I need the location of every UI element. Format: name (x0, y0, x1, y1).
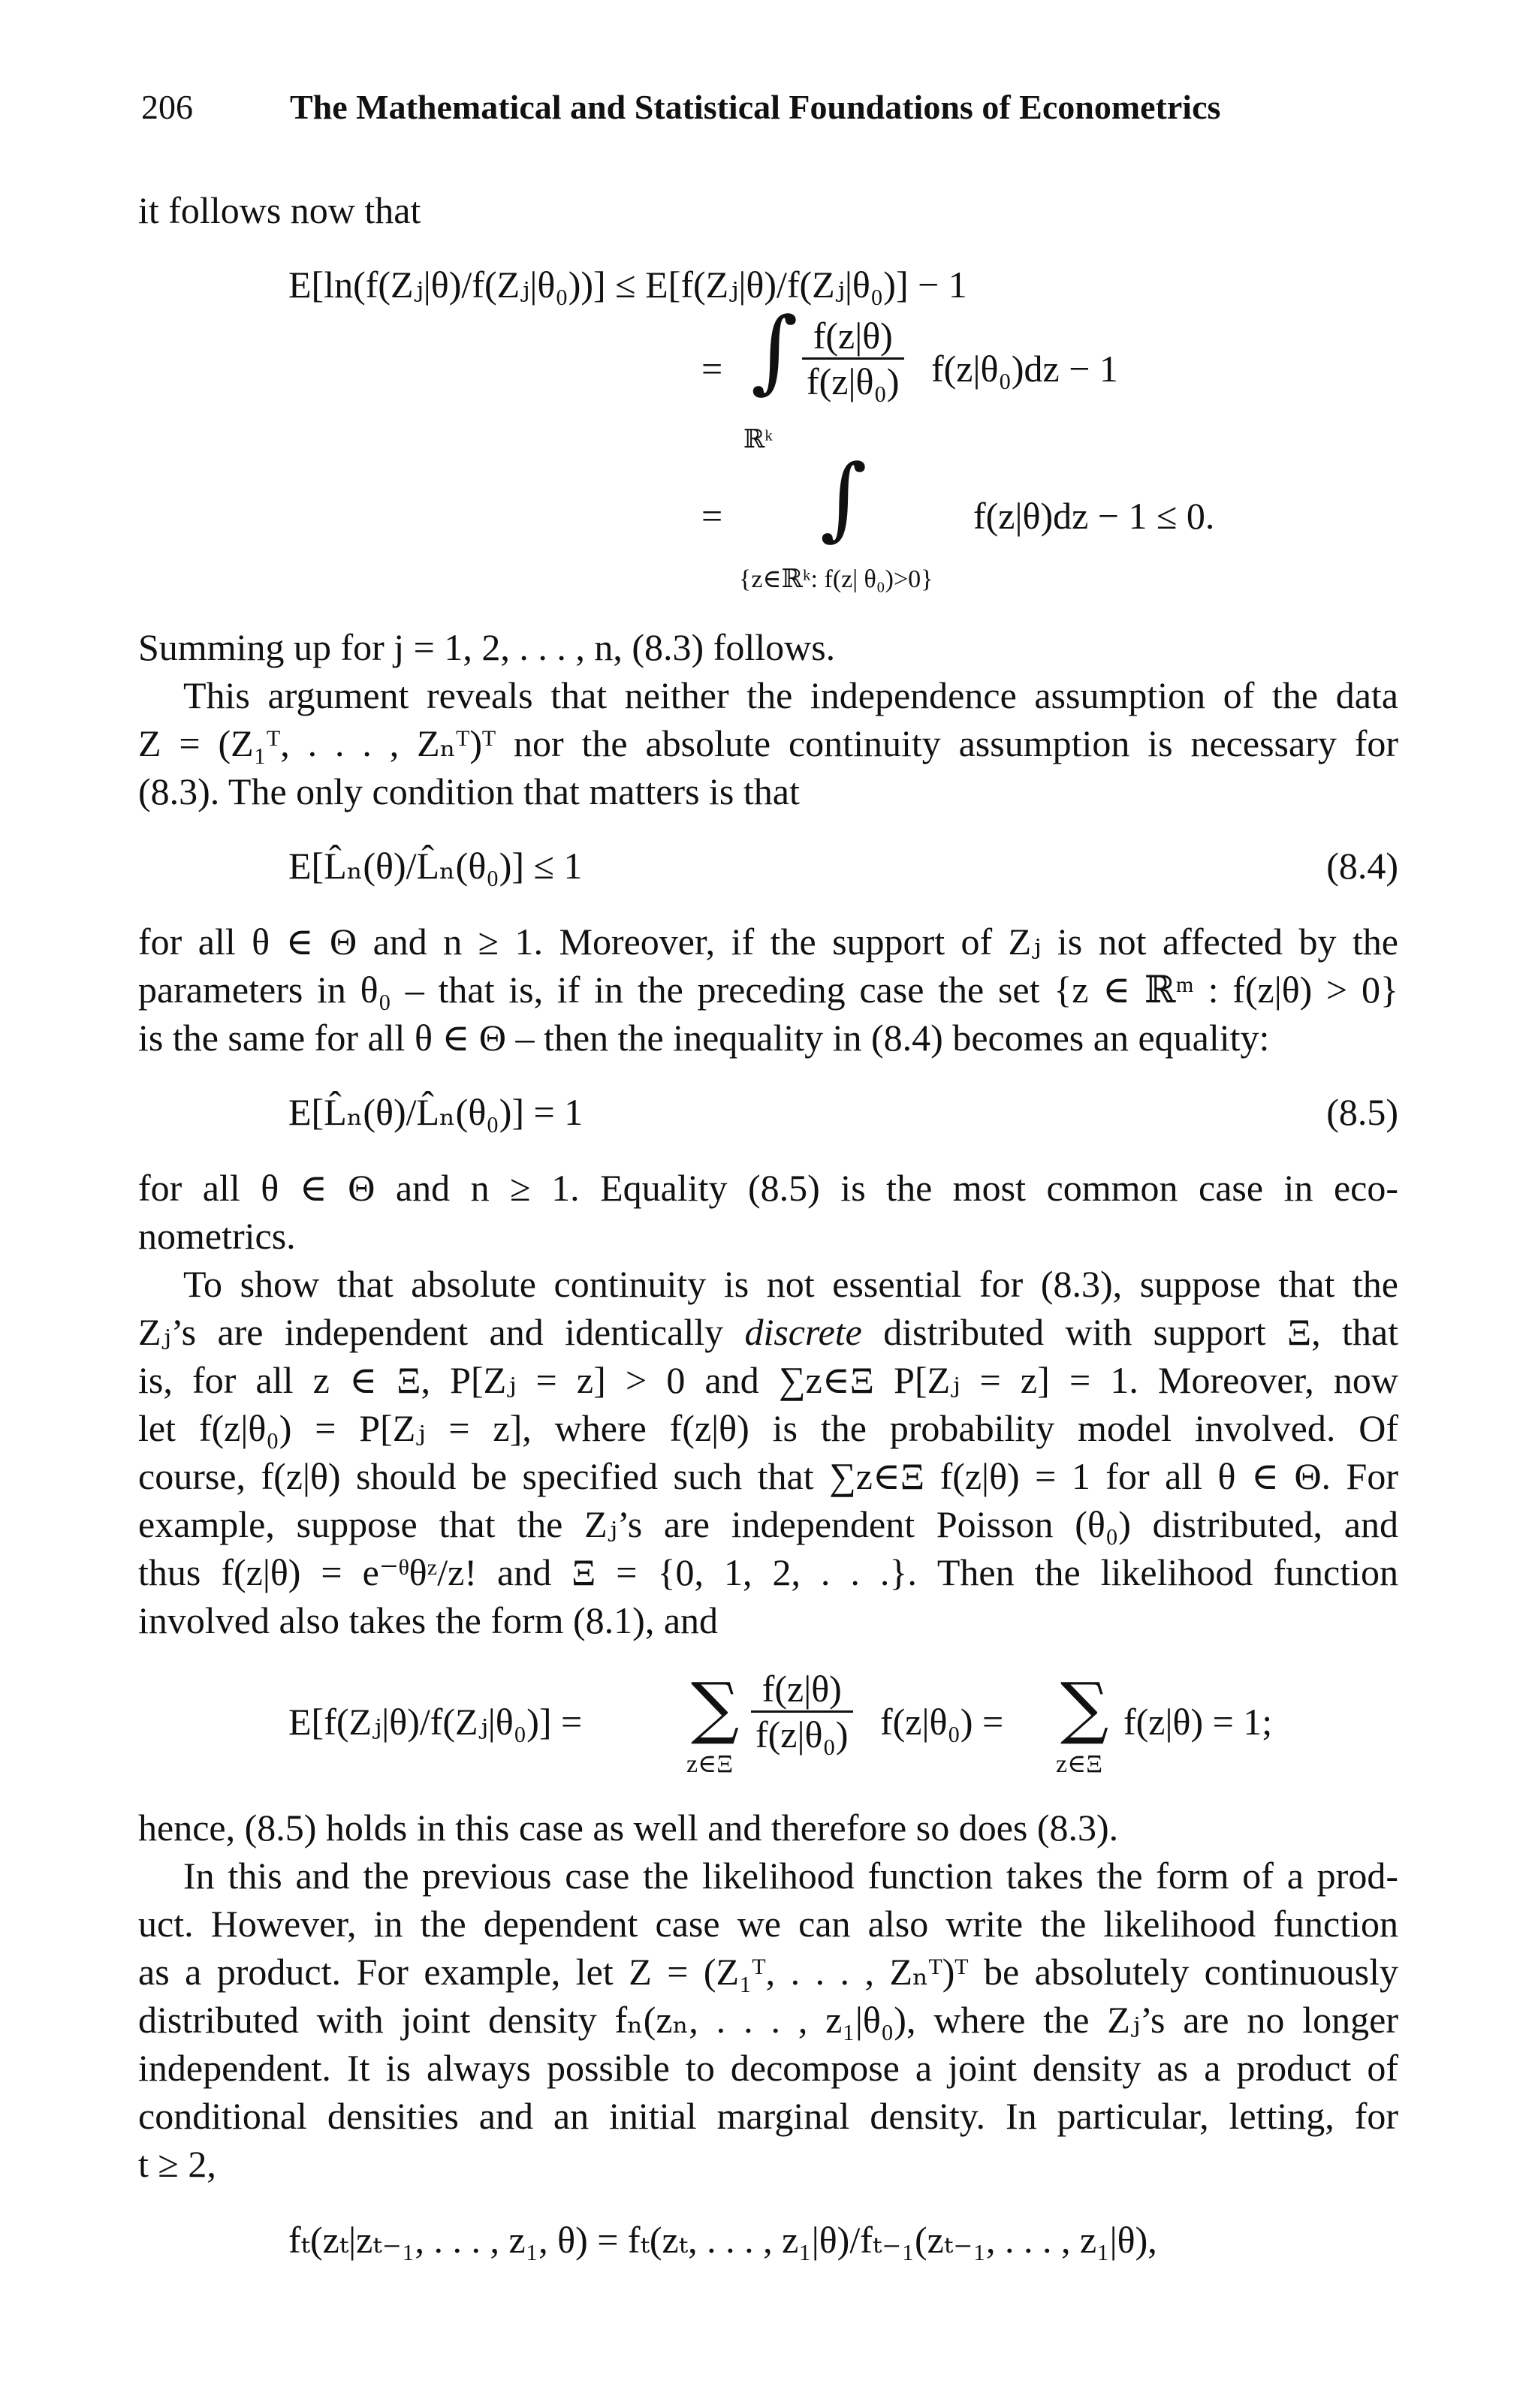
equation-conditional-density: fₜ(zₜ|zₜ₋₁, . . . , z₁, θ) = fₜ(zₜ, . . . , z₁|θ)/fₜ₋₁(zₜ₋₁, . . . , z₁|θ), (288, 2219, 1157, 2261)
fraction-denominator: f(z|θ₀) (755, 1713, 849, 1756)
equation-equals: = (701, 495, 723, 537)
text-line: distributed with joint density fₙ(zₙ, . . . , z₁|θ₀), where the Zⱼ’s are no longer (138, 1999, 1398, 2041)
text-line: as a product. For example, let Z = (Z₁ᵀ, . . . , Zₙᵀ)ᵀ be absolutely continuously (138, 1951, 1398, 1993)
text-line: This argument reveals that neither the independence assumption of the data (183, 674, 1398, 716)
text-line: for all θ ∈ Θ and n ≥ 1. Moreover, if the support of Zⱼ is not affected by the (138, 921, 1398, 963)
text-line: To show that absolute continuity is not essential for (8.3), suppose that the (183, 1263, 1398, 1305)
text-line: is, for all z ∈ Ξ, P[Zⱼ = z] > 0 and ∑z∈Ξ P[Zⱼ = z] = 1. Moreover, now (138, 1359, 1398, 1401)
text-line: example, suppose that the Zⱼ’s are independent Poisson (θ₀) distributed, and (138, 1503, 1398, 1545)
running-header-title: The Mathematical and Statistical Foundations of Econometrics (290, 88, 1221, 126)
equation-number: (8.5) (1326, 1091, 1398, 1133)
fraction (802, 314, 904, 403)
equation-8-4: E[L̂ₙ(θ)/L̂ₙ(θ₀)] ≤ 1 (288, 845, 583, 887)
text-line: uct. However, in the dependent case we can also write the likelihood function (138, 1903, 1398, 1945)
fraction-numerator: f(z|θ) (802, 314, 904, 360)
text-line: t ≥ 2, (138, 2143, 216, 2185)
equation-term: f(z|θ₀)dz − 1 (931, 348, 1118, 390)
text-line: nometrics. (138, 1215, 296, 1257)
text-line: for all θ ∈ Θ and n ≥ 1. Equality (8.5) is the most common case in eco- (138, 1167, 1398, 1209)
text-line: Z = (Z₁ᵀ, . . . , Zₙᵀ)ᵀ nor the absolute continuity assumption is necessary for (138, 722, 1398, 764)
equation-term: f(z|θ₀) = (880, 1701, 1004, 1743)
page-number: 206 (141, 88, 193, 126)
sum-sign: ∑ (691, 1668, 740, 1747)
text-line: (8.3). The only condition that matters is that (138, 770, 800, 812)
sum-index: z∈Ξ (686, 1750, 734, 1778)
text-line: let f(z|θ₀) = P[Zⱼ = z], where f(z|θ) is the probability model involved. Of (138, 1407, 1398, 1449)
text-span: Zⱼ’s are independent and identically (138, 1311, 745, 1353)
text-line: it follows now that (138, 189, 421, 231)
equation-equals: = (701, 348, 723, 390)
sum-index: z∈Ξ (1056, 1750, 1103, 1778)
text-line: involved also takes the form (8.1), and (138, 1599, 719, 1641)
integral-sign: ∫ (751, 299, 798, 403)
fraction-denominator: f(z|θ₀) (807, 360, 900, 402)
fraction-numerator: f(z|θ) (751, 1667, 853, 1713)
integral-domain: ℝᵏ (743, 426, 773, 454)
text-line: In this and the previous case the likelihood function takes the form of a prod- (183, 1855, 1398, 1897)
sum-sign: ∑ (1060, 1668, 1109, 1747)
text-span: distributed with support Ξ, that (861, 1311, 1398, 1353)
integral-domain: {z∈ℝᵏ: f(z| θ₀)>0} (739, 565, 933, 593)
equation-8-5: E[L̂ₙ(θ)/L̂ₙ(θ₀)] = 1 (288, 1091, 584, 1133)
text-line: parameters in θ₀ – that is, if in the preceding case the set {z ∈ ℝᵐ : f(z|θ) > 0} (138, 969, 1398, 1011)
text-line: hence, (8.5) holds in this case as well and therefore so does (8.3). (138, 1807, 1119, 1849)
equation-expectation: E[f(Zⱼ|θ)/f(Zⱼ|θ₀)] = (288, 1701, 583, 1743)
text-line: conditional densities and an initial marginal density. In particular, letting, for (138, 2095, 1398, 2137)
text-line: Summing up for j = 1, 2, . . . , n, (8.3) follows. (138, 626, 836, 668)
equation-inequality: E[ln(f(Zⱼ|θ)/f(Zⱼ|θ₀))] ≤ E[f(Zⱼ|θ)/f(Zⱼ|θ₀)] − 1 (288, 264, 967, 306)
emphasis-text: discrete (744, 1311, 862, 1353)
text-line: thus f(z|θ) = e⁻ᶿθᶻ/z! and Ξ = {0, 1, 2, . . .}. Then the likelihood function (138, 1551, 1398, 1593)
text-line (138, 1308, 1398, 1356)
text-line: independent. It is always possible to decompose a joint density as a product of (138, 2047, 1398, 2089)
fraction (751, 1667, 853, 1756)
equation-term: f(z|θ) = 1; (1123, 1701, 1273, 1743)
text-line: course, f(z|θ) should be specified such that ∑z∈Ξ f(z|θ) = 1 for all θ ∈ Θ. For (138, 1455, 1398, 1497)
equation-term: f(z|θ)dz − 1 ≤ 0. (973, 495, 1215, 537)
equation-number: (8.4) (1326, 845, 1398, 887)
integral-sign: ∫ (820, 446, 867, 550)
text-line: is the same for all θ ∈ Θ – then the inequality in (8.4) becomes an equality: (138, 1017, 1270, 1059)
